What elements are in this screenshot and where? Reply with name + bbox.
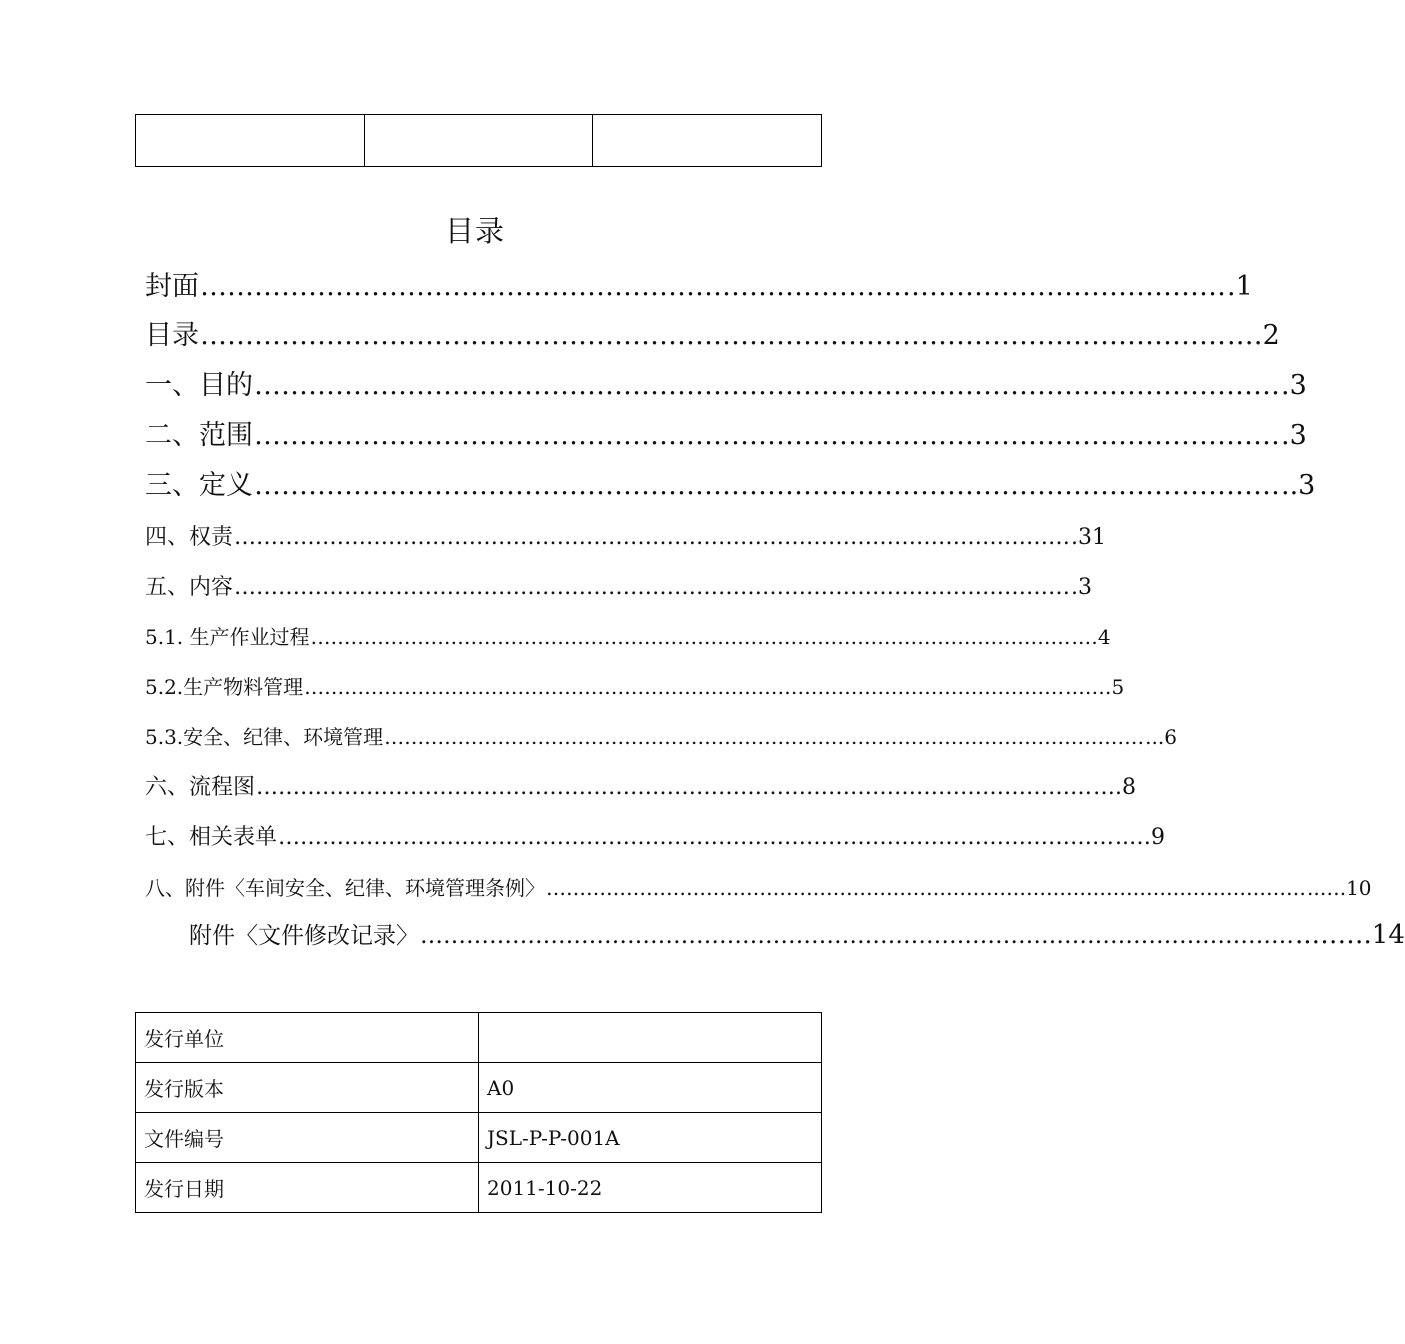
approval-table xyxy=(135,114,822,167)
table-row xyxy=(136,1163,822,1213)
toc-entry-5-2[interactable]: 5.2.生产物料管理 …………………………………………………………………………………………………… .……5 xyxy=(145,671,801,700)
toc-entry-responsibility[interactable]: 四、权责 …………………………………………………………………………………………………… .31 xyxy=(145,520,806,551)
toc-entry-page: ..…9 xyxy=(1115,825,1165,850)
release-version-label: 发行版本 xyxy=(136,1063,479,1113)
release-info-table xyxy=(135,1012,822,1213)
table-row xyxy=(136,1063,822,1113)
toc-entry-content[interactable]: 五、内容 …………………………………………………………………………………………………… .3 xyxy=(145,570,801,601)
toc-entry-label: 六、流程图 xyxy=(145,775,256,800)
toc-entry-label: 5.2.生产物料管理 xyxy=(145,675,304,699)
toc-entry-purpose[interactable]: 一、目的 …………………………………………………………………………………………………… .3 xyxy=(145,363,804,402)
toc-entry-page: .3 xyxy=(1281,370,1307,401)
release-date-label: 发行日期 xyxy=(136,1163,479,1213)
toc-entry-page: ….8 xyxy=(1093,775,1137,800)
approval-cell xyxy=(593,115,822,167)
table-row xyxy=(136,1013,822,1063)
toc-entry-page: .…4 xyxy=(1071,625,1111,649)
toc-entry-attachment-revisions[interactable]: 附件〈文件修改记录〉 …………………………………………………………………………………………………… ..…….14 xyxy=(189,917,806,950)
toc-entry-label: 附件〈文件修改记录〉 xyxy=(189,923,419,949)
toc-entry-5-3[interactable]: 5.3.安全、纪律、环境管理 …………………………………………………………………………………………………… ...6 xyxy=(145,721,806,750)
toc-entry-label: 四、权责 xyxy=(145,525,234,550)
toc-entry-page: ...6 xyxy=(1145,725,1177,749)
toc-entry-label: 七、相关表单 xyxy=(145,825,278,850)
approval-cell xyxy=(136,115,365,167)
toc-title: 目录 xyxy=(444,214,505,248)
release-unit-value xyxy=(479,1013,822,1063)
toc-entry-page: ..3 xyxy=(1281,470,1316,501)
toc-entry-forms[interactable]: 七、相关表单 …………………………………………………………………………………………………… ..…9 xyxy=(145,820,806,851)
toc-entry-label: 5.1. 生产作业过程 xyxy=(145,625,310,649)
toc-entry-page: .31 xyxy=(1071,525,1107,550)
toc-entry-label: 一、目的 xyxy=(145,370,253,401)
toc-entry-label: 二、范围 xyxy=(145,420,253,451)
toc-entry-contents[interactable]: 目录 …………………………………………………………………………………………………… .…2 xyxy=(145,313,797,352)
toc-entry-label: 八、附件〈车间安全、纪律、环境管理条例〉 xyxy=(145,876,545,900)
toc-entry-page: .1 xyxy=(1227,271,1253,302)
release-unit-label: 发行单位 xyxy=(136,1013,479,1063)
toc-entry-5-1[interactable]: 5.1. 生产作业过程 …………………………………………………………………………………………………… .…4 xyxy=(145,621,803,650)
toc-entry-page: .…2 xyxy=(1227,320,1280,351)
toc-entry-page: .3 xyxy=(1281,420,1307,451)
toc-entry-label: 封面 xyxy=(145,271,199,302)
toc-entry-label: 目录 xyxy=(145,320,199,351)
table-row xyxy=(136,1113,822,1163)
toc-entry-attachment-regulations[interactable]: 八、附件〈车间安全、纪律、环境管理条例〉 …………………………………………………………………………………………………… ..….10 xyxy=(145,872,806,901)
approval-cell xyxy=(364,115,593,167)
toc-entry-cover[interactable]: 封面 …………………………………………………………………………………………………… .1 xyxy=(145,264,797,303)
toc-entry-label: 三、定义 xyxy=(145,470,253,501)
toc-entry-label: 5.3.安全、纪律、环境管理 xyxy=(145,725,384,749)
document-number-value: JSL-P-P-001A xyxy=(479,1113,822,1163)
toc-entry-flowchart[interactable]: 六、流程图 …………………………………………………………………………………………………… ….8 xyxy=(145,770,806,801)
toc-entry-page: ..…….14 xyxy=(1295,920,1405,950)
toc-entry-page: .……5 xyxy=(1065,675,1125,699)
toc-entry-page: ..….10 xyxy=(1307,876,1372,900)
document-number-label: 文件编号 xyxy=(136,1113,479,1163)
toc-entry-page: .3 xyxy=(1071,575,1093,600)
release-version-value: A0 xyxy=(479,1063,822,1113)
toc-entry-scope[interactable]: 二、范围 …………………………………………………………………………………………………… .3 xyxy=(145,413,804,452)
toc-entry-definition[interactable]: 三、定义 …………………………………………………………………………………………………… ..3 xyxy=(145,463,804,502)
toc-entry-label: 五、内容 xyxy=(145,575,234,600)
release-date-value: 2011-10-22 xyxy=(479,1163,822,1213)
